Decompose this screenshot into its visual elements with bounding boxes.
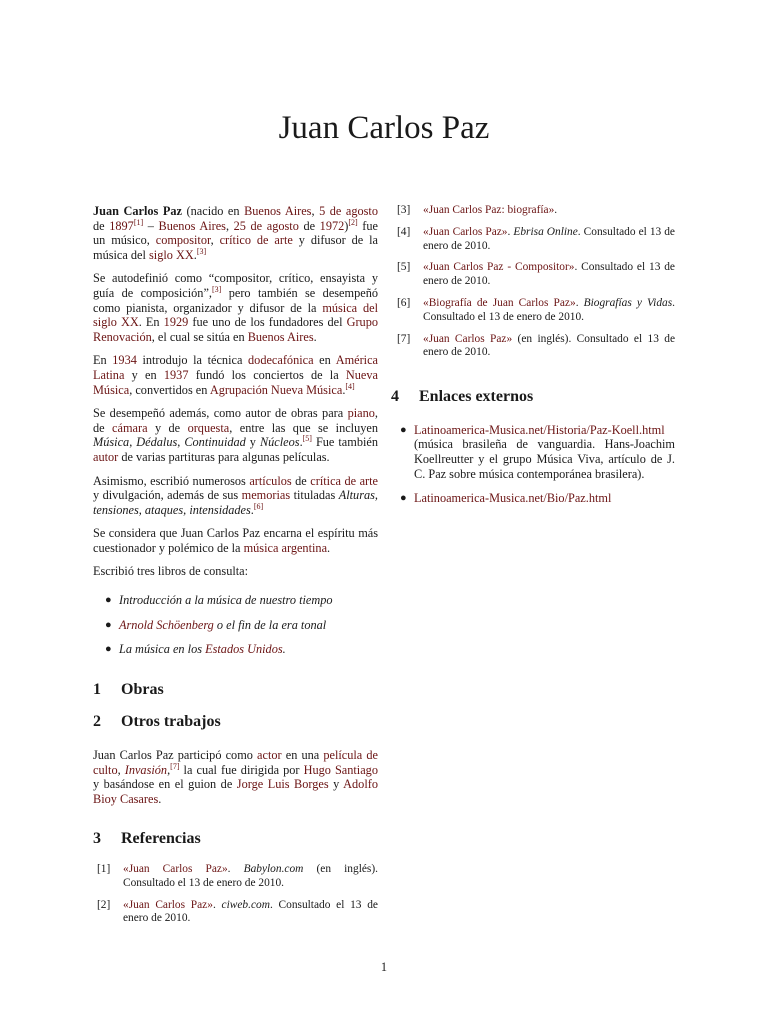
text-segment: Asimismo, escribió numerosos (93, 473, 250, 488)
citation-link[interactable]: [6] (253, 501, 264, 511)
text-segment: en una (281, 748, 324, 763)
text-segment: . (212, 898, 222, 911)
italic-text: Introducción a la música de nuestro tiempo (119, 593, 333, 608)
paragraph (93, 406, 378, 464)
text-segment: (nacido en (182, 204, 245, 218)
inline-link[interactable]: Grupo Renovación (93, 315, 378, 344)
citation (197, 247, 206, 256)
text-segment: , entre las que se incluyen (229, 420, 378, 435)
text-segment: y (245, 435, 260, 450)
italic-text: Dédalus (136, 435, 178, 450)
list-item (105, 642, 378, 657)
reference-item (397, 204, 675, 218)
inline-link[interactable]: artículos (249, 473, 292, 488)
text-segment: (música brasileña de vanguardia. Hans-Joachim Koellreutter y el grupo Música Viva, artículo de J. C. Paz sobre música contemporánea brasilera). (414, 437, 675, 481)
inline-link[interactable]: 5 de agosto (319, 204, 378, 218)
reference-number: [2] (97, 898, 111, 911)
text-segment: , (167, 762, 171, 777)
inline-link[interactable]: piano (347, 406, 375, 421)
text-segment: . (158, 791, 162, 806)
left-column (93, 204, 378, 934)
text-segment: y difusor de la música del (93, 233, 378, 262)
text-segment: y de (147, 420, 188, 435)
text-segment: . Consultado el 13 de enero de 2010. (123, 898, 378, 925)
text-segment: . (299, 435, 303, 450)
inline-link[interactable]: 25 de agosto (233, 218, 299, 233)
inline-link[interactable]: Hugo Santiago (303, 762, 378, 777)
otros-trabajos-paragraph (93, 748, 378, 806)
inline-link[interactable]: «Juan Carlos Paz» (423, 225, 508, 238)
section-title: Referencias (121, 830, 201, 848)
page-number: 1 (380, 960, 388, 974)
text-segment: . (227, 863, 244, 875)
inline-link[interactable]: actor (257, 748, 282, 763)
text-segment: introdujo la técnica (136, 353, 249, 368)
inline-link[interactable]: «Juan Carlos Paz» (123, 898, 213, 911)
text-segment: , (177, 435, 185, 450)
paragraph (93, 204, 378, 262)
text-segment: . Consultado el 13 de enero de 2010. (423, 296, 675, 323)
text-segment: y basándose en el guion de (93, 777, 237, 792)
italic-text: Continuidad (184, 435, 246, 450)
text-segment: Escribió tres libros de consulta: (93, 564, 249, 579)
bullet-icon: ● (400, 423, 407, 436)
italic-text: Alturas, tensiones, ataques, intensidades (93, 488, 378, 517)
text-segment: Se autodefinió como “compositor, crítico, ensayista y guía de composición”, (93, 271, 378, 300)
paragraph (93, 271, 378, 344)
text-segment: de (291, 473, 311, 488)
italic-text: Música (93, 435, 130, 450)
inline-link[interactable]: Estados Unidos (205, 642, 283, 657)
references-list-left (93, 863, 378, 926)
list-item (105, 593, 378, 608)
citation-link[interactable]: [7] (170, 761, 180, 771)
reference-number: [5] (397, 261, 411, 274)
text-segment: . (507, 225, 514, 238)
inline-link[interactable]: Nueva Música (93, 367, 378, 397)
reference-item (397, 261, 675, 289)
italic-text: . (282, 642, 286, 657)
text-segment: . En (138, 315, 164, 330)
external-links-list (397, 423, 675, 506)
inline-link[interactable]: América Latina (93, 353, 379, 382)
inline-link[interactable]: Agrupación Nueva Música (209, 382, 343, 397)
reference-number: [7] (397, 332, 411, 345)
page-title: Juan Carlos Paz (278, 110, 490, 146)
reference-item (97, 899, 378, 927)
citation (345, 382, 354, 391)
citation (348, 218, 357, 227)
text-segment: En (93, 353, 113, 368)
reference-item (397, 333, 675, 361)
text-segment: . (327, 540, 331, 555)
italic-text: Núcleos (259, 435, 300, 450)
inline-link[interactable]: Buenos Aires (244, 204, 312, 218)
reference-number: [6] (397, 296, 411, 309)
inline-link[interactable]: Buenos Aires (158, 218, 226, 233)
text-segment: , de (93, 406, 378, 435)
italic-text: Ebrisa Online (513, 225, 578, 238)
text-segment: Se considera que Juan Carlos Paz encarna el espíritu más cuestionador y polémico de la (93, 526, 378, 555)
inline-link[interactable]: orquesta (187, 420, 230, 435)
citation-link[interactable]: [4] (345, 381, 355, 391)
inline-link[interactable]: Latinoamerica-Musica.net/Historia/Paz-Koell.html (414, 422, 665, 437)
text-segment: , (311, 204, 320, 218)
text-segment: . (554, 204, 558, 216)
text-segment: . (313, 329, 317, 344)
inline-link[interactable]: 1929 (163, 315, 189, 330)
section-heading-obras (93, 680, 378, 698)
list-item (105, 617, 378, 633)
paragraph (93, 564, 378, 579)
text-segment: (en inglés). Consultado el 13 de enero de 2010. (123, 863, 378, 889)
text-segment: tituladas (290, 488, 339, 503)
text-segment: . (342, 382, 346, 397)
section-number: 3 (93, 830, 101, 848)
text-segment: y divulgación, además de sus (93, 488, 242, 503)
inline-link[interactable]: crítico de arte (219, 233, 293, 248)
text-segment: pero también se desempeñó como pianista, organizador y difusor de la (93, 285, 378, 315)
citation-link[interactable]: [5] (302, 434, 312, 444)
section-heading-otros-trabajos (93, 715, 378, 730)
section-number: 4 (391, 388, 399, 406)
inline-link[interactable]: dodecafónica (248, 353, 314, 368)
inline-link[interactable]: 1972 (319, 218, 345, 233)
citation (254, 502, 263, 511)
inline-link[interactable]: Adolfo Bioy Casares (93, 777, 378, 806)
italic-text: La música en los (119, 642, 206, 657)
text-segment: (en inglés). Consultado el 13 de enero de 2010. (423, 332, 676, 359)
inline-link[interactable]: Jorge Luis Borges (236, 777, 329, 792)
text-segment: . (193, 247, 197, 262)
inline-link[interactable]: compositor (155, 233, 211, 248)
text-segment: Juan Carlos Paz participó como (93, 748, 258, 763)
paragraph (93, 526, 378, 555)
citation-link[interactable]: [3] (211, 284, 222, 294)
text-segment: . Consultado el 13 de enero de 2010. (423, 261, 675, 288)
inline-link[interactable]: «Biografía de Juan Carlos Paz» (423, 296, 576, 309)
list-item (400, 422, 675, 481)
text-segment: , convertidos en (129, 382, 210, 397)
text-segment: y en (124, 367, 164, 382)
inline-link[interactable]: Latinoamerica-Musica.net/Bio/Paz.html (414, 491, 612, 506)
bullet-icon: ● (105, 643, 112, 656)
inline-link[interactable]: película de culto (93, 748, 378, 777)
text-segment: fue uno de los fundadores del (188, 315, 347, 330)
inline-link[interactable]: siglo XX (149, 247, 194, 262)
text-segment: Fue también (311, 435, 378, 450)
citation (212, 285, 221, 294)
citation-link[interactable]: [2] (348, 217, 358, 227)
inline-link[interactable]: cámara (112, 420, 148, 435)
bold-text: Juan Carlos Paz (93, 204, 182, 218)
text-segment: , (210, 233, 220, 248)
italic-text: Babylon.com (243, 863, 304, 875)
inline-link[interactable]: «Juan Carlos Paz - Compositor» (423, 261, 575, 274)
citation-link[interactable]: [1] (133, 217, 144, 227)
section-title: Enlaces externos (419, 388, 534, 406)
inline-link[interactable]: crítica de arte (310, 473, 378, 488)
inline-link[interactable]: autor (93, 449, 119, 464)
section-number: 1 (93, 680, 101, 698)
inline-link[interactable]: música del siglo XX (93, 300, 378, 330)
section-heading-referencias (93, 832, 378, 847)
text-segment: y (328, 777, 344, 792)
text-segment: de (298, 218, 320, 233)
italic-text: ciweb.com (221, 898, 270, 911)
bullet-icon: ● (105, 594, 112, 607)
bullet-icon: ● (105, 618, 112, 631)
inline-link[interactable]: memorias (241, 488, 291, 503)
right-column (391, 204, 676, 516)
text-segment: . (575, 296, 584, 309)
reference-item (97, 863, 378, 891)
reference-item (397, 297, 675, 325)
text-segment: , (129, 435, 137, 450)
text-segment: – (143, 218, 159, 233)
section-title: Otros trabajos (121, 713, 221, 731)
citation (303, 434, 312, 443)
reference-number: [1] (97, 863, 111, 875)
text-segment: fundó los conciertos de la (188, 367, 346, 382)
text-segment: . (250, 502, 254, 517)
inline-link[interactable]: «Juan Carlos Paz: biografía» (423, 204, 555, 216)
inline-link[interactable]: 1897 (109, 218, 134, 233)
italic-text: Biografías y Vidas (583, 296, 673, 309)
reference-item (397, 226, 675, 254)
inline-link[interactable]: «Juan Carlos Paz» (123, 863, 228, 875)
books-list (93, 593, 378, 657)
paragraph (93, 353, 378, 397)
list-item (400, 491, 675, 506)
citation (134, 218, 143, 227)
inline-link[interactable]: 1934 (112, 353, 137, 368)
text-segment: , (117, 762, 125, 777)
reference-number: [4] (397, 225, 411, 238)
reference-number: [3] (397, 204, 411, 216)
bullet-icon: ● (400, 492, 407, 505)
text-segment: en (313, 353, 336, 368)
text-segment: de (93, 218, 110, 233)
text-segment: . Consultado el 13 de enero de 2010. (423, 225, 675, 252)
section-heading-enlaces-externos (391, 390, 675, 405)
italic-text: o el fin de la era tonal (213, 617, 327, 632)
citation (170, 762, 179, 771)
inline-link[interactable]: Invasión (124, 762, 168, 777)
intro-section (93, 204, 378, 579)
inline-link[interactable]: Arnold Schöenberg (119, 617, 214, 632)
section-title: Obras (121, 680, 164, 698)
text-segment: , (225, 218, 234, 233)
text-segment: , el cual se sitúa en (151, 329, 248, 344)
citation-link[interactable]: [3] (196, 246, 207, 256)
section-number: 2 (93, 713, 101, 731)
references-list-right (397, 204, 675, 360)
inline-link[interactable]: «Juan Carlos Paz» (423, 332, 513, 345)
inline-link[interactable]: 1937 (163, 367, 189, 382)
text-segment: ) (344, 218, 349, 233)
inline-link[interactable]: Buenos Aires (247, 329, 314, 344)
paragraph (93, 474, 378, 518)
text-segment: Se desempeñó además, como autor de obras para (93, 406, 348, 421)
text-segment: de varias partituras para algunas películas. (118, 449, 330, 464)
text-segment: la cual fue dirigida por (179, 762, 304, 777)
text-segment: fue un músico, (93, 218, 379, 248)
inline-link[interactable]: música argentina (243, 540, 328, 555)
